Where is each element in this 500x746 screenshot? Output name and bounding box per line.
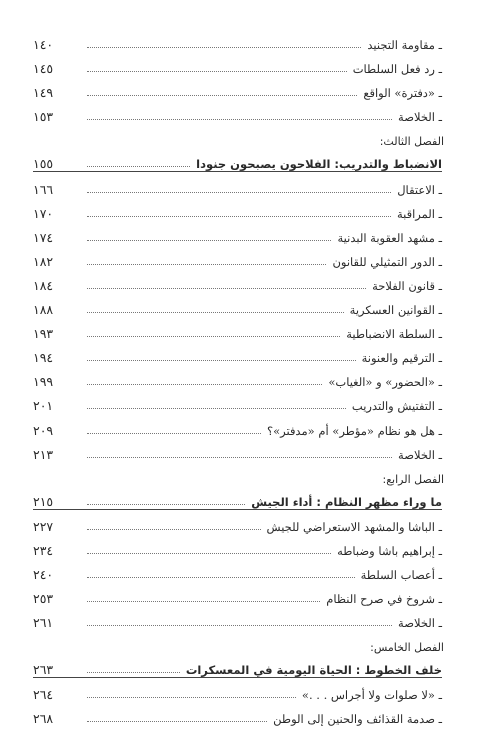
dot-leader	[87, 672, 180, 673]
dot-leader	[87, 360, 356, 361]
toc-entry-page: ١٧٤	[33, 229, 54, 245]
chapter-section-title	[33, 486, 442, 510]
toc-entry-title: ـ الاعتقال	[397, 182, 442, 197]
toc-entry	[33, 534, 442, 558]
section-title: ما وراء مظهر النظام : أداء الجيش	[251, 494, 442, 509]
chapter-section-title	[33, 654, 442, 678]
toc-entry	[33, 197, 442, 221]
dot-leader	[87, 721, 267, 722]
toc-entry	[33, 389, 442, 413]
dot-leader	[87, 577, 355, 578]
toc-entry-title: ـ السلطة الانضباطية	[346, 327, 442, 342]
toc-entry-page: ٢٠١	[33, 398, 54, 414]
toc-entry-title: ـ القوانين العسكرية	[349, 303, 442, 318]
toc-entry	[33, 413, 442, 437]
dot-leader	[87, 336, 340, 337]
section-title: الانضباط والتدريب: الفلاحون يصبحون جنودا	[196, 157, 442, 172]
dot-leader	[87, 312, 344, 313]
chapter-heading: الفصل الخامس:	[370, 641, 444, 655]
toc-entry	[33, 558, 442, 582]
chapter-heading: الفصل الثالث:	[379, 135, 444, 149]
toc-entry-title: ـ الخلاصة	[398, 616, 442, 631]
dot-leader	[87, 529, 261, 530]
section-page: ١٥٥	[33, 156, 54, 172]
toc-entry-title: ـ أعصاب السلطة	[360, 567, 442, 582]
toc-entry-page: ١٨٨	[33, 302, 54, 318]
chapter-section-title	[33, 148, 442, 172]
section-title: خلف الخطوط : الحياة اليومية في المعسكرات	[185, 663, 442, 678]
toc-entry	[33, 582, 442, 606]
dot-leader	[87, 71, 347, 72]
toc-entry-title: ـ الخلاصة	[398, 447, 442, 462]
dot-leader	[87, 601, 320, 602]
toc-entry-title: ـ هل هو نظام «مؤطر» أم «مدفتر»؟	[266, 423, 442, 438]
toc-entry	[33, 702, 442, 726]
toc-entry-page: ١٧٠	[33, 205, 54, 221]
toc-entry-title: ـ المراقبة	[396, 206, 442, 221]
toc-entry-title: ـ الباشا والمشهد الاستعراضي للجيش	[266, 519, 442, 534]
dot-leader	[87, 504, 245, 505]
toc-entry-page: ١٤٥	[33, 61, 54, 77]
dot-leader	[87, 216, 391, 217]
toc-entry-page: ٢٦٤	[33, 687, 54, 703]
dot-leader	[87, 95, 357, 96]
chapter-heading: الفصل الرابع:	[382, 472, 444, 486]
toc-entry-page: ١٤٠	[33, 37, 54, 53]
toc-entry	[33, 28, 442, 52]
toc-entry-page: ١٤٩	[33, 85, 54, 101]
toc-entry-title: ـ صدمة القذائف والحنين إلى الوطن	[273, 712, 442, 727]
toc-entry	[33, 510, 442, 534]
toc-entry-title: ـ الخلاصة	[398, 110, 442, 125]
toc-entry-title: ـ التفتيش والتدريب	[351, 399, 442, 414]
toc-entry-title: ـ إبراهيم باشا وضباطه	[337, 543, 442, 558]
toc-entry	[33, 293, 442, 317]
toc-entry-title: ـ شروخ في صرح النظام	[326, 592, 442, 607]
dot-leader	[87, 240, 331, 241]
toc-entry	[33, 100, 442, 124]
dot-leader	[87, 433, 261, 434]
toc-entry-title: ـ قانون الفلاحة	[372, 278, 442, 293]
dot-leader	[87, 119, 392, 120]
dot-leader	[87, 264, 326, 265]
toc-entry-title: ـ «لا صلوات ولا أجراس . . .»	[301, 688, 442, 703]
toc-entry-page: ٢٥٣	[33, 591, 54, 607]
dot-leader	[87, 288, 366, 289]
toc-entry-page: ١٩٣	[33, 326, 54, 342]
toc-entry	[33, 52, 442, 76]
toc-entry-title: ـ رد فعل السلطات	[352, 62, 442, 77]
toc-entry-title: ـ الترقيم والعنونة	[361, 351, 442, 366]
dot-leader	[87, 408, 346, 409]
toc-entry	[33, 365, 442, 389]
dot-leader	[87, 625, 392, 626]
section-page: ٢٦٣	[33, 662, 54, 678]
toc-entry-page: ٢٦٨	[33, 711, 54, 727]
toc-entry-page: ٢١٣	[33, 446, 54, 462]
toc-entry-title: ـ مشهد العقوبة البدنية	[337, 230, 442, 245]
dot-leader	[87, 697, 296, 698]
toc-entry	[33, 245, 442, 269]
toc-entry-title: ـ مقاومة التجنيد	[367, 38, 442, 53]
section-page: ٢١٥	[33, 493, 54, 509]
toc-entry	[33, 606, 442, 630]
toc-entry-page: ٢٤٠	[33, 566, 54, 582]
toc-entry-title: ـ «دفترة» الواقع	[363, 86, 442, 101]
toc-entry-page: ١٩٩	[33, 374, 54, 390]
dot-leader	[87, 166, 190, 167]
toc-entry-title: ـ «الحضور» و «الغياب»	[328, 375, 442, 390]
toc-entry-page: ١٩٤	[33, 350, 54, 366]
toc-entry	[33, 221, 442, 245]
dot-leader	[87, 457, 392, 458]
toc-entry-page: ٢٦١	[33, 615, 54, 631]
toc-entry-page: ٢٠٩	[33, 422, 54, 438]
toc-entry-title: ـ الدور التمثيلي للقانون	[332, 254, 442, 269]
dot-leader	[87, 192, 391, 193]
toc-entry	[33, 678, 442, 702]
toc-entry	[33, 341, 442, 365]
toc-entry	[33, 172, 442, 196]
dot-leader	[87, 384, 322, 385]
toc-entry-page: ١٦٦	[33, 181, 54, 197]
dot-leader	[87, 47, 361, 48]
toc-entry-page: ١٨٢	[33, 253, 54, 269]
dot-leader	[87, 553, 331, 554]
toc-entry-page: ٢٢٧	[33, 518, 54, 534]
toc-entry-page: ١٥٣	[33, 109, 54, 125]
toc-entry	[33, 269, 442, 293]
toc-entry-page: ١٨٤	[33, 277, 54, 293]
toc-entry-page: ٢٣٤	[33, 542, 54, 558]
toc-entry	[33, 317, 442, 341]
toc-entry	[33, 438, 442, 462]
toc-entry	[33, 76, 442, 100]
